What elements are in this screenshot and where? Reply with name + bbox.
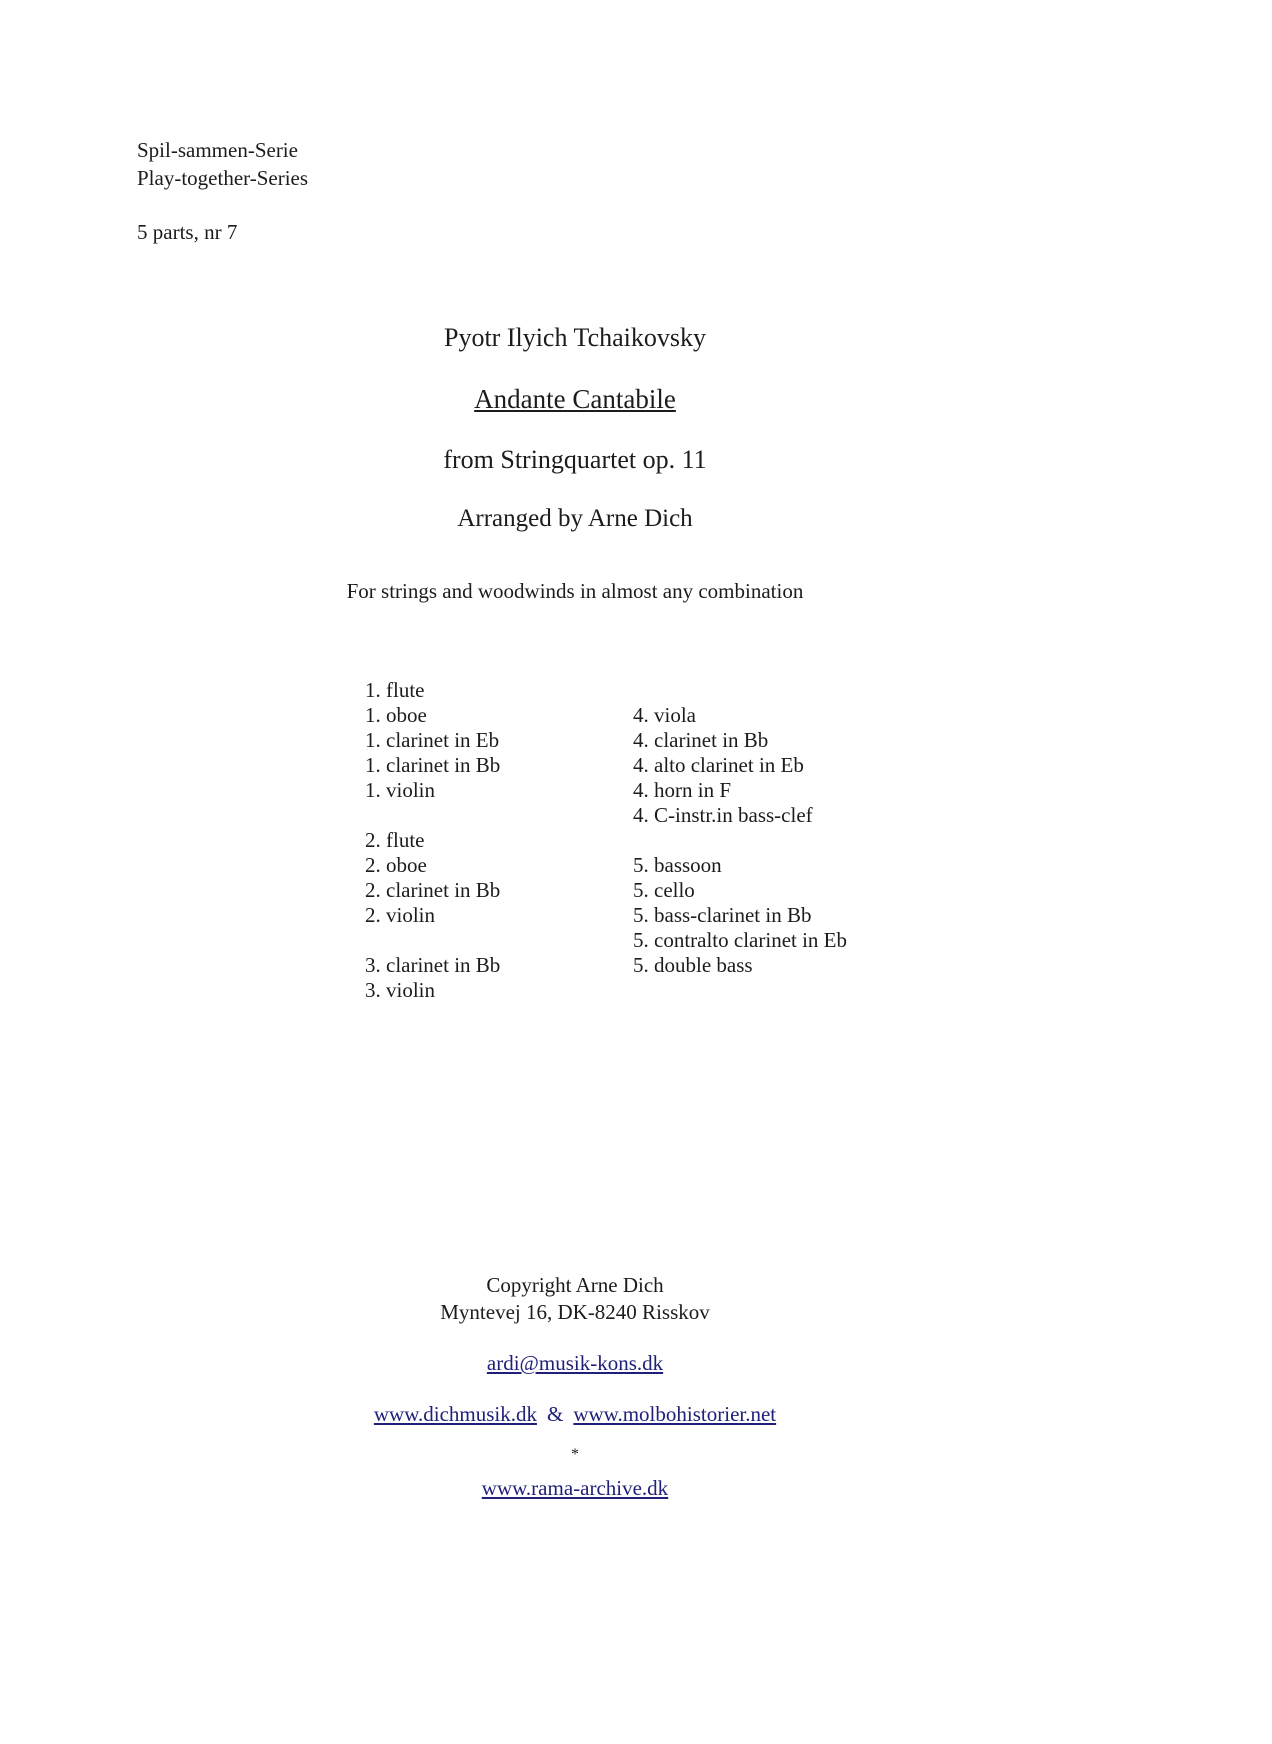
ampersand-separator: & [547, 1402, 564, 1426]
work-subtitle: from Stringquartet op. 11 [443, 445, 707, 474]
instrumentation-description: For strings and woodwinds in almost any combination [346, 579, 804, 603]
website-link-rama-archive[interactable]: www.rama-archive.dk [481, 1476, 669, 1500]
part-item: 1. flute [365, 678, 425, 702]
copyright-address: Myntevej 16, DK-8240 Risskov [440, 1300, 710, 1324]
part-item: 5. contralto clarinet in Eb [633, 928, 848, 952]
part-item: 5. double bass [633, 953, 753, 977]
part-item: 2. oboe [365, 853, 427, 877]
parts-info: 5 parts, nr 7 [137, 220, 238, 244]
website-link-dichmusik[interactable]: www.dichmusik.dk [373, 1402, 537, 1426]
spacer-row [633, 828, 847, 853]
work-title: Andante Cantabile [474, 384, 676, 414]
composer-name: Pyotr Ilyich Tchaikovsky [443, 323, 706, 352]
part-item: 3. clarinet in Bb [365, 953, 501, 977]
part-item: 1. clarinet in Eb [365, 728, 500, 752]
asterisk-separator: * [571, 1446, 579, 1463]
spacer-row [365, 803, 500, 828]
part-item: 1. clarinet in Bb [365, 753, 501, 777]
email-link[interactable]: ardi@musik-kons.dk [486, 1351, 664, 1375]
archive-line [0, 1476, 1150, 1501]
series-title-danish: Spil-sammen-Serie [137, 138, 298, 162]
spacer-row [365, 928, 500, 953]
parts-list-left-column [365, 678, 500, 1003]
part-item: 4. horn in F [633, 778, 732, 802]
part-item: 4. viola [633, 703, 696, 727]
arranger-credit: Arranged by Arne Dich [457, 505, 693, 532]
part-item: 5. cello [633, 878, 695, 902]
part-item: 5. bass-clarinet in Bb [633, 903, 812, 927]
part-item: 1. violin [365, 778, 436, 802]
part-item: 4. clarinet in Bb [633, 728, 769, 752]
part-item: 4. alto clarinet in Eb [633, 753, 804, 777]
email-line [0, 1351, 1150, 1376]
series-title-english: Play-together-Series [137, 166, 309, 190]
part-item: 2. flute [365, 828, 425, 852]
part-item: 2. violin [365, 903, 436, 927]
part-item: 3. violin [365, 978, 436, 1002]
websites-line [0, 1402, 1150, 1427]
part-item: 1. oboe [365, 703, 427, 727]
parts-list-right-column [633, 678, 847, 978]
copyright-notice: Copyright Arne Dich [486, 1273, 664, 1297]
part-item: 4. C-instr.in bass-clef [633, 803, 813, 827]
part-item: 2. clarinet in Bb [365, 878, 501, 902]
website-link-molbohistorier[interactable]: www.molbohistorier.net [573, 1402, 777, 1426]
part-item: 5. bassoon [633, 853, 722, 877]
spacer-row [633, 678, 847, 703]
